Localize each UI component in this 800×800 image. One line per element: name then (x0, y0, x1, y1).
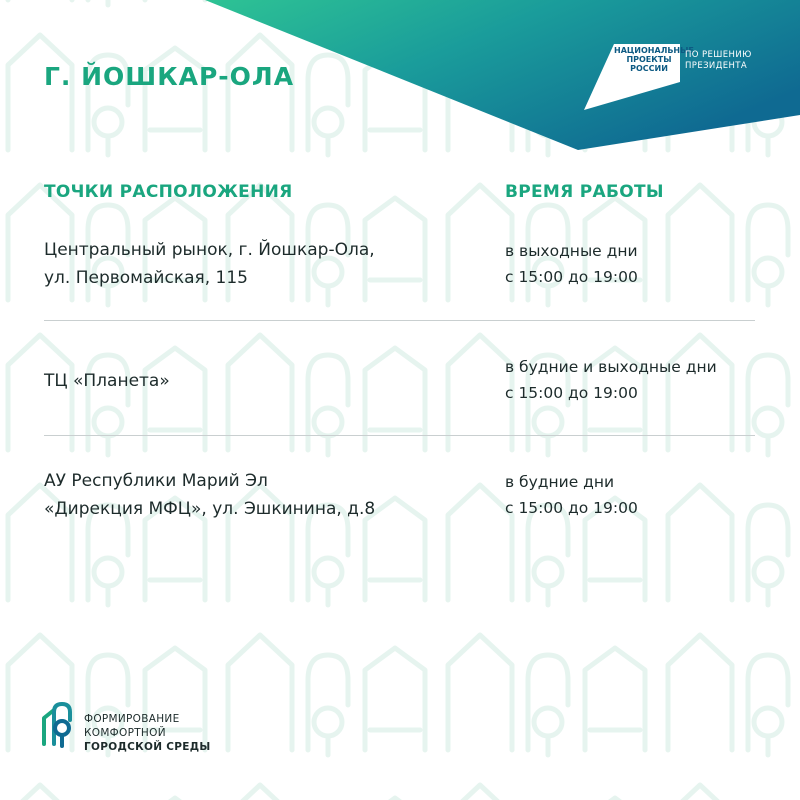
footer-logo-line: ГОРОДСКОЙ СРЕДЫ (84, 741, 211, 753)
hours-line: с 15:00 до 19:00 (505, 268, 638, 286)
hours-line: в будние дни (505, 473, 615, 491)
hours-cell (505, 469, 638, 521)
hours-cell (505, 238, 638, 290)
location-cell (44, 236, 375, 292)
row-divider (44, 435, 755, 436)
locations-column-header: ТОЧКИ РАСПОЛОЖЕНИЯ (44, 182, 293, 202)
logo-mark-line: РОССИИ (630, 64, 668, 73)
location-line: АУ Республики Марий Эл (44, 471, 268, 491)
hours-line: в будние и выходные дни (505, 358, 717, 376)
hours-line: в выходные дни (505, 242, 638, 260)
location-line: Центральный рынок, г. Йошкар-Ола, (44, 240, 375, 260)
logo-side-line: ПО РЕШЕНИЮ (685, 50, 752, 60)
location-cell (44, 367, 170, 395)
urban-environment-logo-icon (40, 700, 80, 750)
location-line: ТЦ «Планета» (44, 371, 170, 391)
footer-logo-line: ФОРМИРОВАНИЕ (84, 713, 180, 725)
hours-column-header: ВРЕМЯ РАБОТЫ (505, 182, 664, 202)
page-title: Г. ЙОШКАР-ОЛА (44, 62, 295, 91)
logo-mark-line: ПРОЕКТЫ (626, 55, 672, 64)
logo-mark-line: НАЦИОНАЛЬНЫЕ (614, 46, 694, 55)
logo-side-line: ПРЕЗИДЕНТА (685, 61, 748, 71)
hours-line: с 15:00 до 19:00 (505, 384, 638, 402)
location-line: «Дирекция МФЦ», ул. Эшкинина, д.8 (44, 499, 376, 519)
national-projects-logo (584, 44, 784, 114)
row-divider (44, 320, 755, 321)
footer-logo-line: КОМФОРТНОЙ (84, 727, 166, 739)
location-cell (44, 467, 375, 523)
location-line: ул. Первомайская, 115 (44, 268, 248, 288)
hours-line: с 15:00 до 19:00 (505, 499, 638, 517)
comfortable-urban-environment-logo (40, 700, 240, 760)
hours-cell (505, 354, 717, 406)
